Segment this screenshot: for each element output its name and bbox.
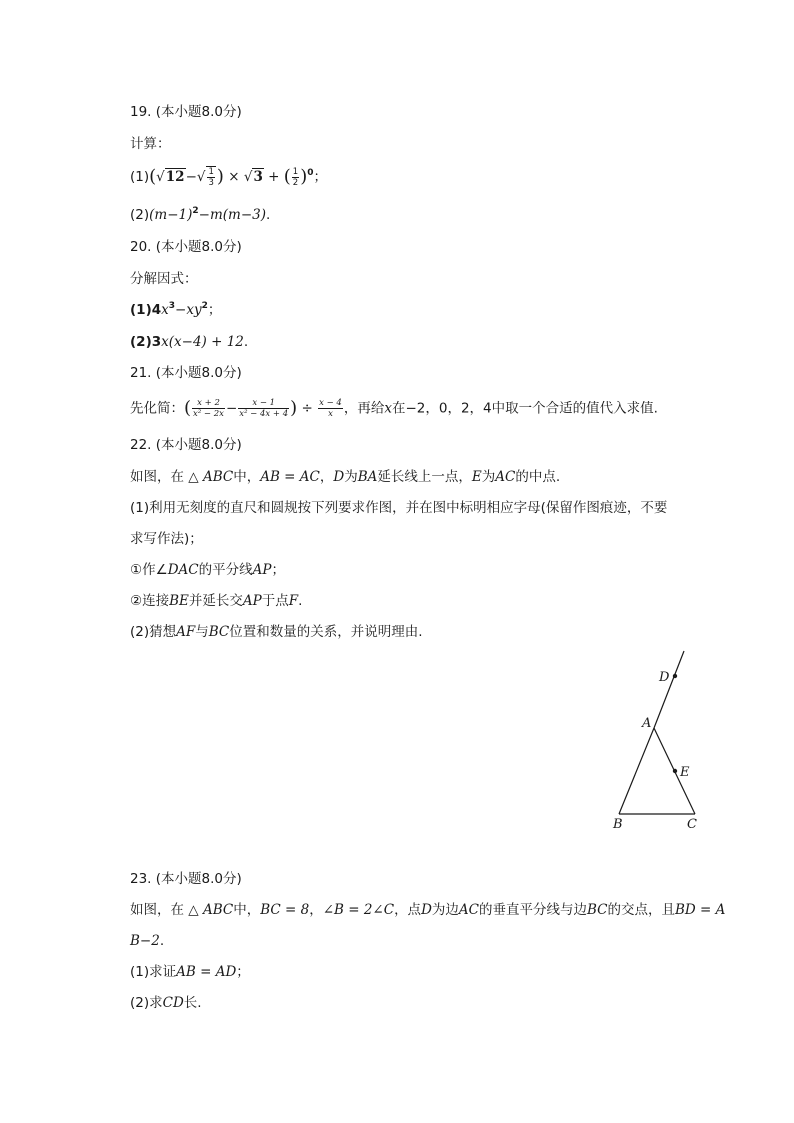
t: ； — [271, 562, 285, 578]
sqrt-3: 3 — [253, 169, 263, 185]
q22-header — [130, 435, 242, 455]
point-e — [673, 769, 677, 773]
q21-body — [130, 398, 658, 419]
t: ， — [309, 902, 323, 918]
label-e: E — [680, 765, 690, 780]
times-sign: × — [223, 169, 244, 185]
semicolon: ； — [313, 169, 328, 185]
q19-p2-rest: −m(m−3) — [198, 207, 266, 223]
q19-p2-prefix: (2) — [130, 207, 150, 223]
q19-p1-prefix: (1) — [130, 169, 150, 185]
q23-line1 — [130, 900, 725, 920]
t: 位置和数量的关系，并说明理由. — [229, 624, 423, 640]
q22-line5 — [130, 591, 302, 611]
triangle-figure — [600, 645, 710, 835]
t: 于点 — [261, 593, 289, 609]
q20-p2-prefix: (2)3 — [130, 334, 162, 350]
q22-line3 — [130, 529, 203, 549]
m: B−2 — [130, 933, 160, 949]
m: ∠B = 2∠C — [322, 902, 395, 918]
q19-intro-text: 计算： — [130, 136, 171, 152]
t: 中， — [233, 902, 261, 918]
sqrt-sign: √ — [156, 169, 165, 185]
q19-header-text: 19. (本小题8.0分) — [130, 104, 242, 120]
m: E — [471, 469, 482, 485]
m: AB = AC — [260, 469, 320, 485]
t: 的中点. — [515, 469, 561, 485]
line-ad-extension — [654, 651, 684, 728]
m: D — [333, 469, 345, 485]
q19-intro — [130, 134, 171, 154]
m: DAC — [167, 562, 199, 578]
m: AC — [495, 469, 516, 485]
label-c: C — [687, 817, 697, 832]
frac-num: x − 4 — [319, 398, 342, 408]
frac-den: x² − 4x + 4 — [239, 409, 289, 419]
t: 与 — [195, 624, 209, 640]
m: BC — [586, 902, 608, 918]
frac-den: x² − 2x — [193, 409, 224, 419]
q19-p2-expr: (m−1) — [149, 207, 193, 223]
m: ABC — [202, 469, 234, 485]
plus-sign: + — [263, 169, 284, 185]
m: AB = AD — [176, 964, 237, 980]
q22-line6 — [130, 622, 423, 642]
m: BC — [208, 624, 230, 640]
frac-den: 3 — [208, 178, 214, 188]
m: BE — [169, 593, 189, 609]
m: BD = A — [675, 902, 726, 918]
q20-part2 — [130, 332, 248, 352]
t: ①作∠ — [130, 562, 168, 578]
m: AF — [176, 624, 196, 640]
t: 并延长交 — [188, 593, 243, 609]
q20-p1-mid: −xy — [175, 302, 202, 318]
frac-num: x + 2 — [192, 398, 225, 409]
frac-num: x − 1 — [238, 398, 289, 409]
open-paren: ( — [283, 166, 291, 187]
close-paren: ) — [300, 166, 308, 187]
t: ， — [319, 469, 334, 485]
q22-line1 — [130, 467, 560, 487]
m: AC — [458, 902, 479, 918]
open-paren: ( — [184, 397, 192, 419]
q20-intro-text: 分解因式： — [130, 271, 198, 287]
t: 的垂直平分线与边 — [478, 902, 587, 918]
close-paren: ) — [216, 166, 224, 187]
frac-one-half — [292, 167, 299, 188]
q19-part2 — [130, 205, 270, 225]
label-d: D — [659, 670, 670, 685]
q22-header-text: 22. (本小题8.0分) — [130, 437, 242, 453]
q20-p2-expr: x(x−4) + 12 — [161, 334, 244, 350]
q23-line2 — [130, 931, 164, 951]
t: 的交点，且 — [607, 902, 675, 918]
fraction-1 — [192, 398, 225, 419]
t: 求写作法)； — [130, 531, 203, 547]
q23-header-text: 23. (本小题8.0分) — [130, 871, 242, 887]
q21-lead: 先化简： — [130, 400, 184, 417]
close-paren: ) — [290, 397, 298, 419]
side-ab — [619, 728, 654, 814]
frac-num: 1 — [208, 167, 214, 177]
q21-header — [130, 363, 242, 383]
exponent-two: 2 — [201, 301, 208, 311]
fraction-2 — [238, 398, 289, 419]
m: AP — [242, 593, 262, 609]
m: ABC — [202, 902, 234, 918]
frac-den: x — [328, 409, 333, 419]
frac-num: 1 — [292, 166, 299, 177]
q22-line2 — [130, 498, 667, 518]
q20-intro — [130, 269, 198, 289]
period: . — [266, 207, 271, 223]
frac-one-third — [206, 166, 215, 188]
minus-sign: − — [185, 169, 197, 185]
fraction-3 — [318, 398, 343, 419]
t: . — [298, 593, 303, 609]
frac-den: 2 — [292, 177, 299, 188]
t: (1)求证 — [130, 964, 177, 980]
q23-header — [130, 869, 242, 889]
t: 中， — [233, 469, 261, 485]
sqrt-sign: √ — [243, 169, 253, 185]
q19-header — [130, 102, 242, 122]
t: (2)猜想 — [130, 624, 177, 640]
q21-tail-b: 在−2，0，2，4中取一个合适的值代入求值. — [391, 400, 658, 417]
m: D — [421, 902, 432, 918]
sqrt-12: 12 — [165, 169, 185, 185]
m: BC = 8 — [260, 902, 310, 918]
exponent-three: 3 — [168, 301, 176, 311]
m: F — [288, 593, 299, 609]
q23-line3 — [130, 962, 250, 982]
t: 延长线上一点， — [377, 469, 472, 485]
q21-tail-a: ，再给 — [343, 400, 385, 417]
t: . — [159, 933, 165, 949]
t: 为边 — [431, 902, 459, 918]
q23-line4 — [130, 993, 202, 1013]
q19-part1 — [130, 166, 327, 188]
m: CD — [162, 995, 184, 1011]
t: 为 — [481, 469, 496, 485]
t: ，点 — [394, 902, 422, 918]
label-b: B — [613, 817, 623, 832]
q20-part1 — [130, 300, 221, 320]
var-x: x — [384, 400, 392, 417]
q22-line4 — [130, 560, 285, 580]
t: 如图，在 △ — [130, 469, 203, 485]
q20-header — [130, 237, 242, 257]
t: ②连接 — [130, 593, 170, 609]
label-a: A — [642, 716, 652, 731]
t: (1)利用无刻度的直尺和圆规按下列要求作图，并在图中标明相应字母(保留作图痕迹，不要 — [130, 500, 668, 516]
m: AP — [252, 562, 272, 578]
t: ； — [236, 964, 250, 980]
t: 如图，在 △ — [130, 902, 203, 918]
semicolon: ； — [207, 302, 222, 318]
q20-header-text: 20. (本小题8.0分) — [130, 239, 242, 255]
q21-header-text: 21. (本小题8.0分) — [130, 365, 242, 381]
t: 为 — [344, 469, 358, 485]
minus-sign: − — [225, 400, 238, 417]
m: BA — [357, 469, 378, 485]
period: . — [243, 334, 249, 350]
exponent-two: 2 — [192, 206, 199, 216]
exponent-zero: 0 — [307, 168, 314, 178]
point-d — [673, 674, 677, 678]
t: 长. — [183, 995, 202, 1011]
open-paren: ( — [149, 166, 157, 187]
divide-sign: ÷ — [297, 400, 318, 417]
t: 的平分线 — [198, 562, 253, 578]
var-x: x — [161, 302, 169, 318]
t: (2)求 — [130, 995, 163, 1011]
sqrt-sign: √ — [196, 169, 206, 185]
q20-p1-prefix: (1)4 — [130, 302, 162, 318]
